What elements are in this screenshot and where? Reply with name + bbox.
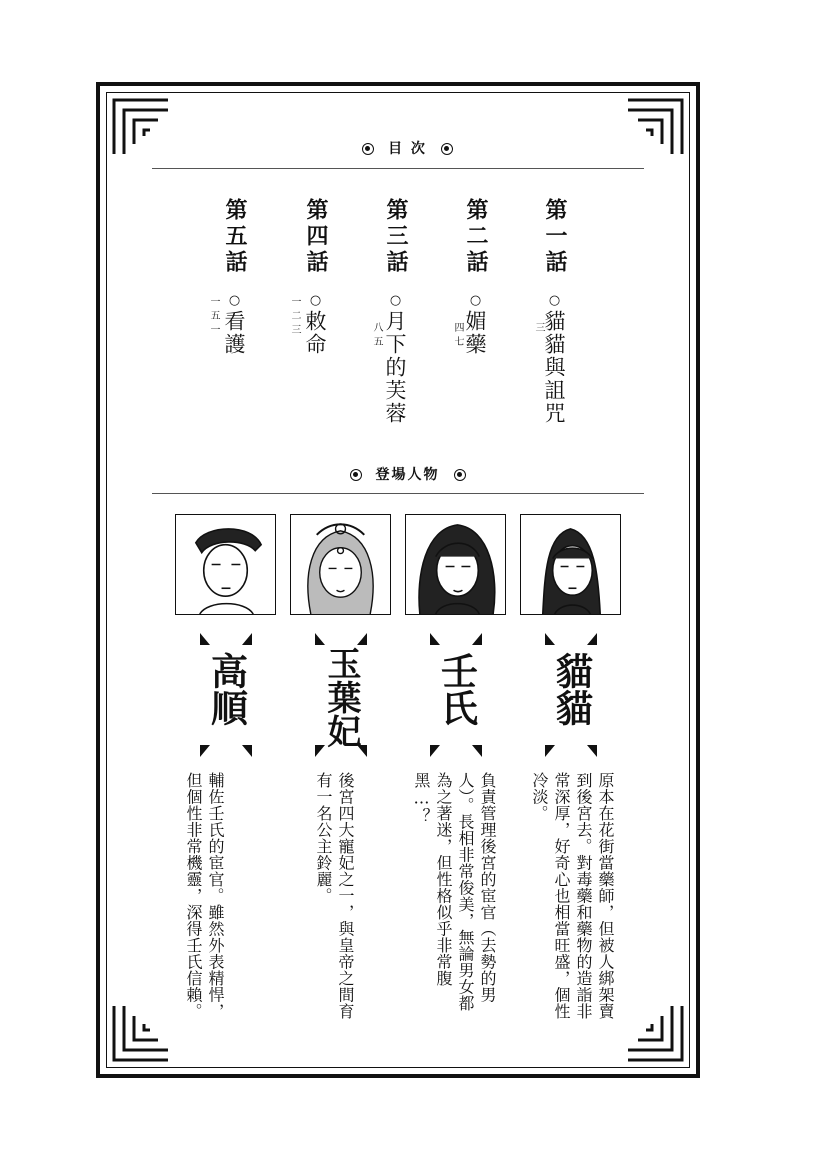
bullet-icon (454, 469, 466, 481)
episode-1-title: 第一話 (542, 198, 568, 276)
bracket-bottom-icon (428, 744, 484, 758)
episode-3-page: 八五 (371, 322, 382, 350)
episode-5-title: 第五話 (222, 198, 248, 276)
description-maomao: 原本在花街當藥師，但被人綁架賣到後宮去。對毒藥和藥物的造詣非常深厚，好奇心也相當旺盛，個性冷淡。 (530, 772, 615, 1020)
name-block-gyokuyou: 玉葉妃 (313, 632, 369, 758)
episode-5-name: ○看護 (222, 293, 246, 356)
characters-heading: 登場人物 (0, 464, 815, 484)
episode-4-name: ○敕命 (303, 293, 327, 356)
bracket-top-icon (198, 632, 254, 646)
bullet-icon (362, 143, 374, 155)
toc-heading: 目 次 (0, 138, 815, 158)
episode-3-title: 第三話 (383, 198, 409, 276)
bracket-top-icon (428, 632, 484, 646)
episode-4-title: 第四話 (303, 198, 329, 276)
bullet-icon (350, 469, 362, 481)
portrait-jinshi (405, 514, 506, 615)
corner-ornament-bottom-left (110, 1002, 172, 1064)
bracket-bottom-icon (198, 744, 254, 758)
bracket-bottom-icon (313, 744, 369, 758)
name-block-gaoshun: 高順 (198, 632, 254, 758)
episode-2-name: ○媚藥 (463, 293, 487, 356)
name-block-jinshi: 壬氏 (428, 632, 484, 758)
bracket-top-icon (313, 632, 369, 646)
episode-4-page: 一二三 (289, 296, 300, 338)
toc-divider (152, 168, 644, 169)
description-jinshi: 負責管理後宮的宦官（去勢的男人）。長相非常俊美，無論男女都為之著迷，但性格似乎非常腹黑…？ (412, 772, 497, 1012)
episode-5-page: 一五一 (208, 296, 219, 338)
episode-1-name: ○貓貓與詛咒 (542, 293, 566, 425)
bracket-bottom-icon (543, 744, 599, 758)
bracket-top-icon (543, 632, 599, 646)
portrait-gyokuyou (290, 514, 391, 615)
description-gyokuyou: 後宮四大寵妃之一，與皇帝之間育有一名公主鈴麗。 (314, 772, 355, 1020)
bullet-icon (441, 143, 453, 155)
episode-2-title: 第二話 (463, 198, 489, 276)
name-block-maomao: 貓貓 (543, 632, 599, 758)
portrait-gaoshun (175, 514, 276, 615)
episode-3-name: ○月下的芙蓉 (383, 293, 407, 425)
episode-2-page: 四七 (452, 322, 463, 350)
corner-ornament-bottom-right (624, 1002, 686, 1064)
episode-1-page: 三 (533, 322, 544, 336)
portrait-maomao (520, 514, 621, 615)
description-gaoshun: 輔佐壬氏的宦官。雖然外表精悍，但個性非常機靈，深得壬氏信賴。 (184, 772, 225, 1020)
characters-divider (152, 493, 644, 494)
